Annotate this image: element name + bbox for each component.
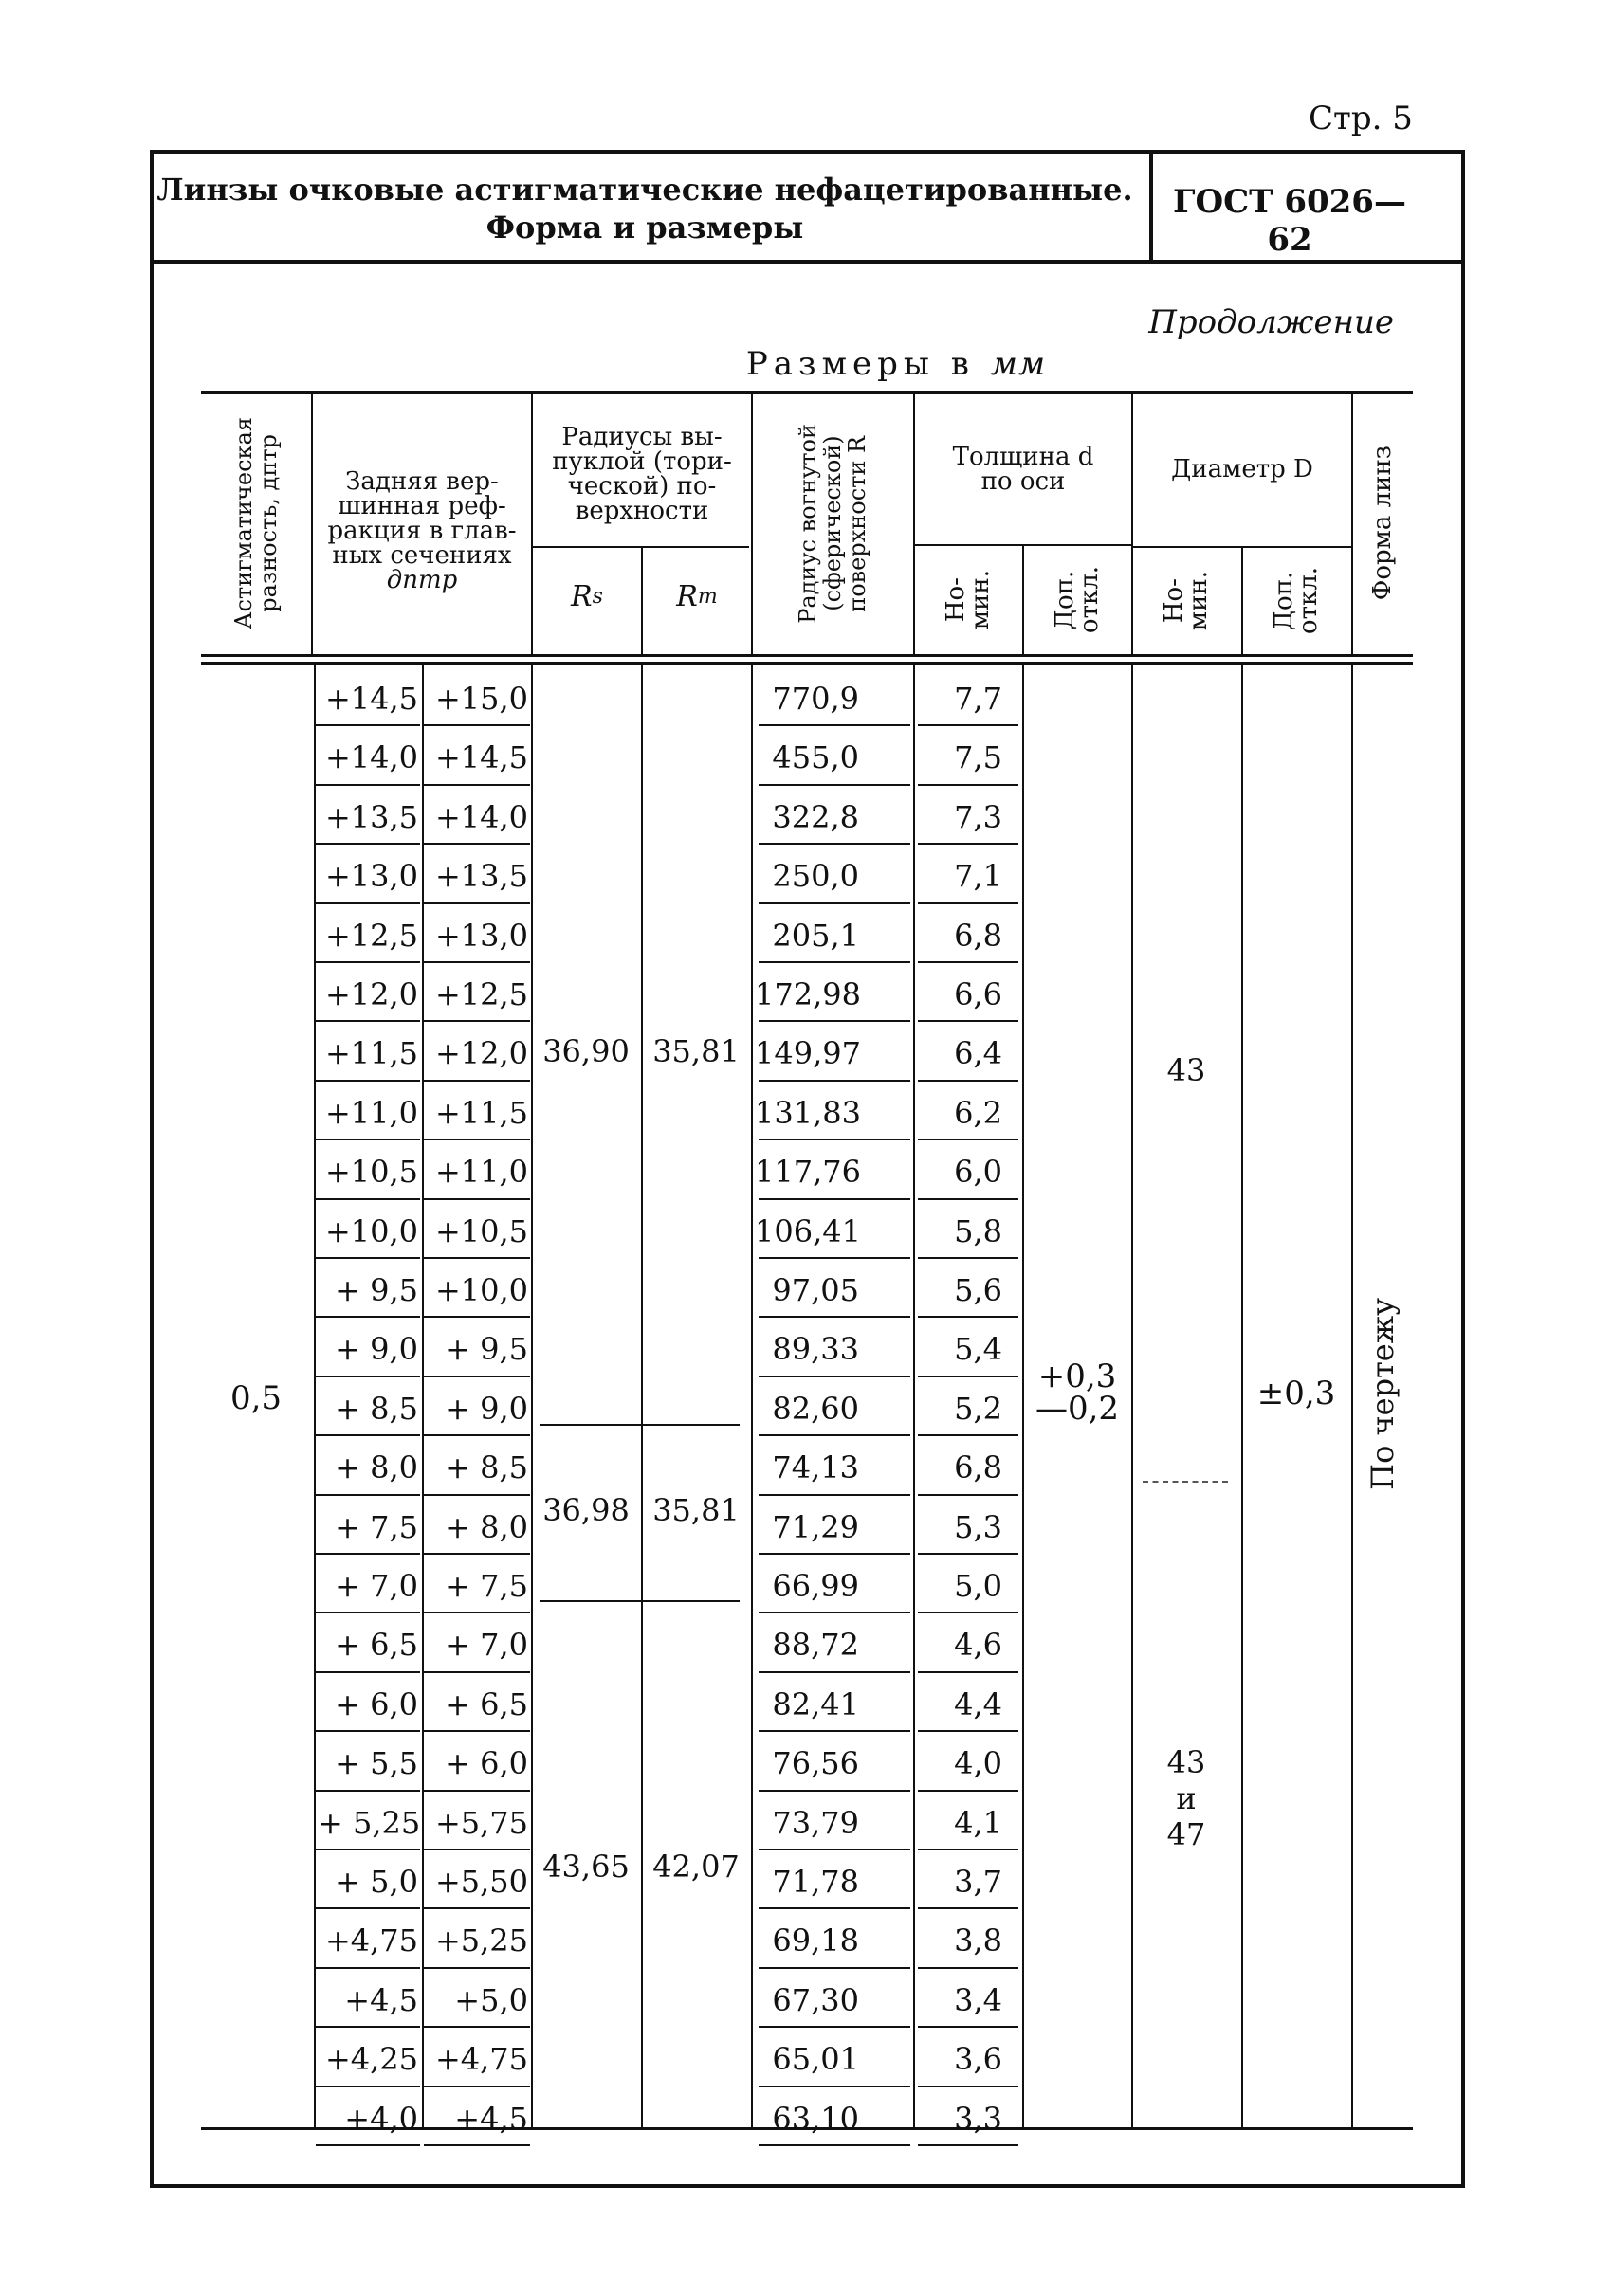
row-underline [424,843,530,845]
row-underline [759,1139,910,1140]
row-underline [316,2144,420,2146]
refraction-1-cell: + 6,5 [335,1627,418,1664]
thickness-nominal-cell: 5,4 [954,1331,1002,1368]
refraction-2-cell: +13,5 [434,858,528,895]
row-underline [918,843,1018,845]
header-rs-sub: s [592,585,603,609]
row-underline [918,1080,1018,1082]
refraction-2-cell: +5,50 [434,1864,528,1900]
row-underline [424,1907,530,1909]
concave-radius-cell: 205,1 [772,917,859,954]
row-underline [918,784,1018,786]
row-underline [316,843,420,845]
thickness-nominal-cell: 5,0 [954,1568,1002,1604]
thickness-nominal-cell: 7,7 [954,681,1002,717]
row-underline [316,1257,420,1259]
refraction-1-cell: +13,5 [324,798,418,835]
refraction-1-cell: +10,5 [324,1154,418,1191]
row-underline [424,724,530,726]
concave-radius-cell: 88,72 [772,1627,859,1664]
body-col-line-d [913,665,915,2127]
refraction-1-cell: +13,0 [324,858,418,895]
row-underline [424,1376,530,1377]
header-convex-radii [533,417,751,531]
thickness-nominal-cell: 5,3 [954,1508,1002,1545]
refraction-2-cell: + 8,0 [445,1508,528,1545]
row-underline [424,1553,530,1555]
row-underline [759,1080,910,1082]
row-underline [316,1139,420,1140]
row-underline [424,1730,530,1732]
thickness-nominal-cell: 3,7 [954,1864,1002,1900]
refraction-2-cell: + 8,5 [445,1449,528,1486]
header-rs-letter: R [571,580,593,613]
row-underline [759,1790,910,1792]
row-underline [424,2144,530,2146]
thickness-nominal-cell: 4,1 [954,1804,1002,1841]
header-diameter-tolerance [1243,550,1349,652]
refraction-2-cell: +11,0 [434,1154,528,1191]
thickness-nominal-cell: 6,0 [954,1154,1002,1191]
refraction-1-cell: +14,0 [324,739,418,776]
header-concave-radius [753,394,912,652]
refraction-2-cell: + 6,5 [445,1686,528,1722]
header-rm-sub: m [697,585,718,609]
hdr-col-line-1 [311,392,313,656]
thickness-nominal-cell: 5,2 [954,1390,1002,1427]
concave-radius-cell: 66,99 [772,1568,859,1604]
concave-radius-cell: 63,10 [772,2100,859,2137]
row-underline [759,1967,910,1969]
thickness-nominal-cell: 7,3 [954,798,1002,835]
header-diameter-nominal-text: Но- мин. [1160,571,1213,631]
row-underline [759,1376,910,1377]
refraction-2-cell: + 7,0 [445,1627,528,1664]
row-underline [918,1494,1018,1496]
header-thickness-nominal [915,548,1021,652]
header-rs [533,569,641,626]
thickness-nominal-cell: 6,2 [954,1094,1002,1131]
concave-radius-cell: 82,60 [772,1390,859,1427]
header-lens-form-text: Форма линз [1368,446,1397,601]
row-underline [316,1671,420,1673]
row-underline [759,1849,910,1850]
refraction-2-cell: +4,5 [454,2100,528,2137]
thickness-nominal-cell: 7,1 [954,858,1002,895]
row-underline [918,1730,1018,1732]
refraction-2-cell: + 9,5 [445,1331,528,1368]
refraction-2-cell: + 6,0 [445,1745,528,1782]
refraction-1-cell: + 5,0 [335,1864,418,1900]
concave-radius-cell: 97,05 [772,1272,859,1308]
refraction-2-cell: + 7,5 [445,1568,528,1604]
header-thickness-nominal-text: Но- мин. [942,570,995,630]
refraction-1-cell: +12,0 [324,976,418,1012]
row-underline [316,1080,420,1082]
concave-radius-cell: 770,9 [772,681,859,717]
row-underline [759,2086,910,2087]
row-underline [316,2086,420,2087]
row-underline [316,1376,420,1377]
row-underline [918,1198,1018,1200]
thickness-nominal-cell: 3,6 [954,2041,1002,2078]
thickness-nominal-cell: 3,8 [954,1922,1002,1959]
header-diameter-tolerance-text: Доп. откл. [1270,567,1323,635]
group3-rm: 42,07 [652,1849,740,1885]
row-underline [759,1730,910,1732]
refraction-1-cell: + 7,0 [335,1568,418,1604]
convex-subheader-rule [531,546,749,548]
row-underline [424,1494,530,1496]
refraction-1-cell: + 5,25 [318,1804,421,1841]
row-underline [316,1730,420,1732]
row-underline [424,1139,530,1140]
refraction-1-cell: +4,75 [324,1922,418,1959]
row-underline [759,1907,910,1909]
title-line-2: Форма и размеры [485,210,804,246]
table-header-rule-1 [201,654,1413,657]
concave-radius-cell: 131,83 [755,1094,861,1131]
units-unit: мм [990,345,1047,383]
row-underline [316,961,420,963]
concave-radius-cell: 89,33 [772,1331,859,1368]
thickness-nominal-cell: 6,8 [954,1449,1002,1486]
thickness-nominal-cell: 4,0 [954,1745,1002,1782]
thickness-tolerance-plus: +0,3 [1037,1358,1117,1395]
row-underline [918,1316,1018,1318]
row-underline [424,1849,530,1850]
row-underline [424,2026,530,2028]
row-underline [424,1198,530,1200]
header-diameter [1133,446,1351,493]
row-underline [424,1612,530,1613]
row-underline [918,1671,1018,1673]
body-col-line-rm [641,665,643,2127]
concave-radius-cell: 71,29 [772,1508,859,1545]
row-underline [759,1612,910,1613]
thickness-nominal-cell: 4,6 [954,1627,1002,1664]
lens-form-value [1353,1251,1412,1536]
row-underline [759,1257,910,1259]
row-underline [918,724,1018,726]
group2-rm: 35,81 [652,1492,740,1528]
thickness-nominal-cell: 3,4 [954,1981,1002,2018]
header-astig-diff-text: Астигматическая разность, дптр [230,417,282,629]
row-underline [918,1907,1018,1909]
refraction-2-cell: +14,5 [434,739,528,776]
row-underline [316,1849,420,1850]
row-underline [918,1849,1018,1850]
row-underline [759,784,910,786]
thickness-nominal-cell: 6,6 [954,976,1002,1012]
refraction-1-cell: + 6,0 [335,1686,418,1722]
row-underline [918,2144,1018,2146]
refraction-2-cell: +15,0 [434,681,528,717]
row-underline [424,1967,530,1969]
row-underline [759,1198,910,1200]
refraction-2-cell: +13,0 [434,917,528,954]
concave-radius-cell: 82,41 [772,1686,859,1722]
thickness-nominal-cell: 3,3 [954,2100,1002,2137]
row-underline [316,784,420,786]
header-lens-form [1353,394,1412,652]
row-underline [316,902,420,904]
concave-radius-cell: 76,56 [772,1745,859,1782]
row-underline [316,1020,420,1022]
row-underline [759,1671,910,1673]
row-underline [759,724,910,726]
row-underline [759,1434,910,1436]
group2-rs: 36,98 [542,1492,630,1528]
row-underline [759,1494,910,1496]
header-back-vertex-unit: дптр [386,566,458,594]
header-thickness-text: Толщина d по оси [952,443,1094,496]
refraction-2-cell: + 9,0 [445,1390,528,1427]
row-underline [918,1790,1018,1792]
refraction-2-cell: +11,5 [434,1094,528,1131]
row-underline [918,1139,1018,1140]
row-underline [759,1020,910,1022]
concave-radius-cell: 106,41 [755,1212,861,1249]
diameter-nominal-b [1133,1744,1239,1852]
row-underline [316,724,420,726]
refraction-1-cell: + 8,0 [335,1449,418,1486]
astig-value: 0,5 [229,1379,283,1417]
thickness-tolerance-minus: —0,2 [1035,1390,1120,1428]
refraction-2-cell: +12,5 [434,976,528,1012]
refraction-1-cell: +10,0 [324,1212,418,1249]
concave-radius-cell: 74,13 [772,1449,859,1486]
refraction-2-cell: +10,0 [434,1272,528,1308]
row-underline [316,1316,420,1318]
refraction-1-cell: + 9,0 [335,1331,418,1368]
row-underline [759,2026,910,2028]
header-convex-radii-text: Радиусы вы- пуклой (тори- ческой) по- верхности [552,423,732,525]
thickness-nominal-cell: 5,6 [954,1272,1002,1308]
row-underline [424,1316,530,1318]
row-underline [316,1907,420,1909]
header-thickness-tolerance [1024,548,1130,652]
row-underline [424,1020,530,1022]
header-thickness-tolerance-text: Доп. откл. [1051,566,1104,634]
refraction-1-cell: +11,5 [324,1035,418,1072]
row-underline [918,2026,1018,2028]
row-underline [759,961,910,963]
concave-radius-cell: 69,18 [772,1922,859,1959]
row-underline [759,2144,910,2146]
concave-radius-cell: 117,76 [755,1154,861,1191]
row-underline [424,1434,530,1436]
header-diameter-text: Диаметр D [1171,455,1313,483]
refraction-1-cell: + 5,5 [335,1745,418,1782]
refraction-1-cell: +4,5 [344,1981,418,2018]
refraction-1-cell: +12,5 [324,917,418,954]
concave-radius-cell: 73,79 [772,1804,859,1841]
refraction-2-cell: +5,25 [434,1922,528,1959]
row-underline [918,1434,1018,1436]
row-underline [316,1494,420,1496]
concave-radius-cell: 322,8 [772,798,859,835]
row-underline [918,961,1018,963]
diameter-nominal-b-line2: и [1176,1780,1197,1816]
thickness-nominal-cell: 7,5 [954,739,1002,776]
row-underline [918,1553,1018,1555]
thickness-tolerance [1024,1358,1130,1428]
concave-radius-cell: 149,97 [755,1035,861,1072]
row-underline [424,1080,530,1082]
header-astig-diff [203,394,309,652]
row-underline [316,1434,420,1436]
concave-radius-cell: 65,01 [772,2041,859,2078]
row-underline [918,2086,1018,2087]
diameter-nominal-b-line1: 43 [1166,1744,1206,1780]
row-underline [424,1257,530,1259]
row-underline [424,961,530,963]
row-underline [759,843,910,845]
group-separator-1 [540,1424,740,1426]
lens-form-value-text: По чертежу [1365,1297,1401,1490]
thickness-nominal-cell: 5,8 [954,1212,1002,1249]
row-underline [424,2086,530,2087]
row-underline [918,1967,1018,1969]
group1-rm: 35,81 [652,1033,740,1069]
thickness-nominal-cell: 6,8 [954,917,1002,954]
row-underline [424,1790,530,1792]
row-underline [316,1612,420,1613]
refraction-1-cell: +4,25 [324,2041,418,2078]
row-underline [316,2026,420,2028]
refraction-1-cell: + 8,5 [335,1390,418,1427]
body-col-line-r [751,665,753,2127]
header-rm-letter: R [676,580,698,613]
refraction-2-cell: +5,75 [434,1804,528,1841]
row-underline [424,1671,530,1673]
row-underline [918,1612,1018,1613]
row-underline [316,1790,420,1792]
diameter-nominal-b-line3: 47 [1166,1816,1206,1852]
header-back-vertex [315,446,529,616]
table-header-rule-2 [201,662,1413,665]
refraction-1-cell: +4,0 [344,2100,418,2137]
row-underline [759,1316,910,1318]
concave-radius-cell: 67,30 [772,1981,859,2018]
refraction-1-cell: +11,0 [324,1094,418,1131]
refraction-2-cell: +12,0 [434,1035,528,1072]
header-thickness [915,431,1131,507]
standard-number: ГОСТ 6026—62 [1173,183,1406,259]
refraction-2-cell: +4,75 [434,2041,528,2078]
row-underline [918,1376,1018,1377]
group3-rs: 43,65 [542,1849,630,1885]
header-back-vertex-text: Задняя вер- шинная реф- ракция в глав- ных сечениях [327,467,517,570]
row-underline [918,1020,1018,1022]
thickness-nominal-cell: 4,4 [954,1686,1002,1722]
page-number: Стр. 5 [1309,100,1413,137]
refraction-1-cell: + 7,5 [335,1508,418,1545]
body-col-line-rs [531,665,533,2127]
diameter-nominal-a: 43 [1166,1052,1206,1088]
concave-radius-cell: 455,0 [772,739,859,776]
row-underline [424,784,530,786]
concave-radius-cell: 172,98 [755,976,861,1012]
diameter-tolerance: ±0,3 [1256,1375,1336,1412]
concave-radius-cell: 71,78 [772,1864,859,1900]
refraction-1-cell: +14,5 [324,681,418,717]
concave-radius-cell: 250,0 [772,858,859,895]
refraction-1-cell: + 9,5 [335,1272,418,1308]
row-underline [918,1257,1018,1259]
body-col-line-dnom [1131,665,1133,2127]
row-underline [316,1967,420,1969]
row-underline [424,902,530,904]
diameter-group-separator [1143,1481,1228,1483]
header-concave-radius-text: Радиус вогнутой (сферической) поверхности R [795,423,870,624]
thickness-nominal-cell: 6,4 [954,1035,1002,1072]
header-diameter-nominal [1133,550,1239,652]
row-underline [918,902,1018,904]
row-underline [316,1553,420,1555]
group1-rs: 36,90 [542,1033,630,1069]
refraction-2-cell: +5,0 [454,1981,528,2018]
continuation-label: Продолжение [1148,303,1394,341]
group-separator-2 [540,1600,740,1602]
row-underline [316,1198,420,1200]
row-underline [759,902,910,904]
units-label: Размеры в [745,345,975,383]
refraction-2-cell: +10,5 [434,1212,528,1249]
header-rm [643,569,751,626]
row-underline [759,1553,910,1555]
title-line-1: Линзы очковые астигматические нефацетированные. [156,172,1133,208]
refraction-2-cell: +14,0 [434,798,528,835]
